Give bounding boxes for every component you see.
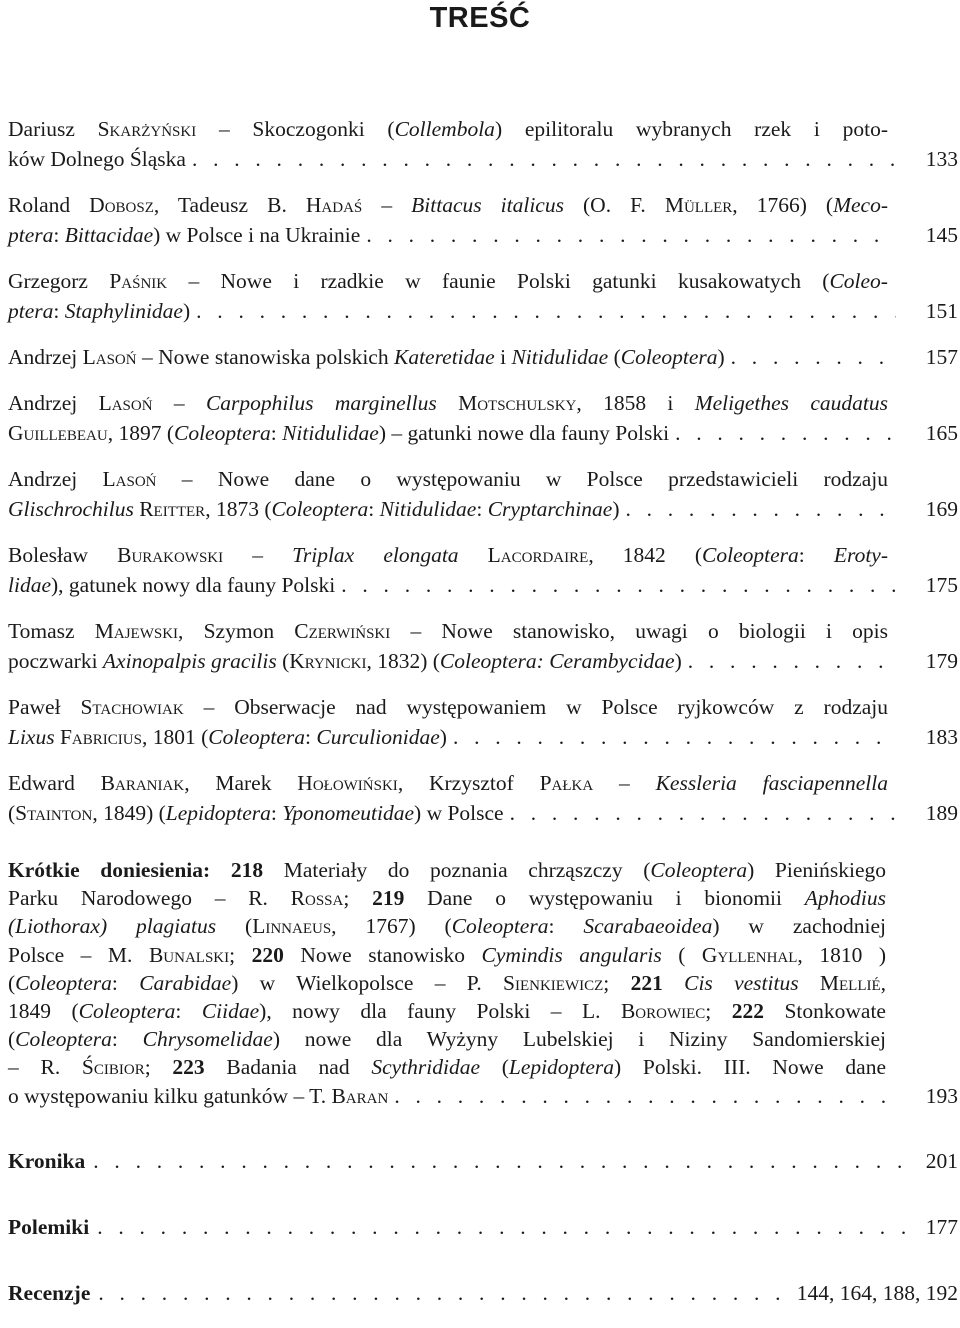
entry-line-1: Grzegorz Paśnik – Nowe i rzadkie w faunie Polski gatunki kusakowatych (Coleo- — [8, 269, 888, 293]
leader-dots — [89, 1212, 912, 1242]
page-title: TREŚĆ — [429, 2, 531, 34]
entry-line-2: lidae), gatunek nowy dla fauny Polski — [8, 573, 336, 597]
page-number: 183 — [925, 725, 958, 749]
entry-line-2: poczwarki Axinopalpis gracilis (Krynicki, 1832) (Coleoptera: Cerambycidae) — [8, 649, 682, 673]
leader-dots — [85, 1146, 911, 1176]
short-notes-line: (Coleoptera: Carabidae) w Wielkopolsce – P. Sienkiewicz; 221 Cis vestitus Mellié, — [8, 970, 887, 995]
toc-entry — [8, 464, 958, 524]
section-label: Kronika — [8, 1148, 86, 1173]
entry-line-1: Dariusz Skarżyński – Skoczogonki (Collembola) epilitoralu wybranych rzek i poto- — [8, 117, 888, 141]
page-number: 175 — [925, 573, 958, 597]
entry-line-2: ptera: Bittacidae) w Polsce i na Ukrainie — [8, 223, 361, 247]
toc-entry — [8, 616, 958, 676]
section-label: Recenzje — [8, 1280, 91, 1305]
page-number: 177 — [925, 1214, 958, 1239]
table-of-contents — [8, 114, 958, 1308]
toc-entry — [8, 342, 958, 372]
page-number: 169 — [925, 497, 958, 521]
page-number: 179 — [925, 649, 958, 673]
entry-line-1: Andrzej Lasoń – Nowe dane o występowaniu w Polsce przedstawicieli rodzaju — [8, 467, 888, 491]
entry-line-1: Tomasz Majewski, Szymon Czerwiński – Nowe stanowisko, uwagi o biologii i opis — [8, 619, 888, 643]
leader-dots — [725, 342, 896, 372]
short-notes-line: – R. Ścibior; 223 Badania nad Scythrididae (Lepidoptera) Polski. III. Nowe dane — [8, 1055, 886, 1080]
page-number: 145 — [925, 223, 958, 247]
entry-line-1: Edward Baraniak, Marek Hołowiński, Krzysztof Pałka – Kessleria fasciapennella — [8, 771, 888, 795]
entry-line-2: Andrzej Lasoń – Nowe stanowiska polskich Kateretidae i Nitidulidae (Coleoptera) — [8, 345, 725, 369]
short-notes-line: (Liothorax) plagiatus (Linnaeus, 1767) (Coleoptera: Scarabaeoidea) w zachodniej — [8, 914, 886, 939]
entry-line-2: Guillebeau, 1897 (Coleoptera: Nitidulidae) – gatunki nowe dla fauny Polski — [8, 421, 670, 445]
page-number: 151 — [925, 299, 958, 323]
entry-line-2: (Stainton, 1849) (Lepidoptera: Yponomeutidae) w Polsce — [8, 801, 504, 825]
short-notes-line: Parku Narodowego – R. Rossa; 219 Dane o występowaniu i bionomii Aphodius — [8, 886, 886, 911]
section-polemiki — [8, 1212, 958, 1242]
leader-dots — [190, 296, 896, 326]
leader-dots — [388, 1082, 896, 1110]
toc-entry — [8, 540, 958, 600]
leader-dots — [504, 798, 896, 828]
page-number: 193 — [925, 1083, 958, 1108]
section-recenzje — [8, 1278, 958, 1308]
leader-dots — [90, 1278, 782, 1308]
toc-entry — [8, 190, 958, 250]
leader-dots — [619, 494, 896, 524]
page-number: 144, 164, 188, 192 — [796, 1280, 958, 1305]
section-kronika — [8, 1146, 958, 1176]
entry-line-1: Andrzej Lasoń – Carpophilus marginellus Motschulsky, 1858 i Meligethes caudatus — [8, 391, 888, 415]
leader-dots — [186, 144, 896, 174]
entry-line-1: Roland Dobosz, Tadeusz B. Hadaś – Bittacus italicus (O. F. Müller, 1766) (Meco- — [8, 193, 888, 217]
toc-entry — [8, 768, 958, 828]
entry-line-2: ptera: Staphylinidae) — [8, 299, 191, 323]
short-notes — [8, 856, 958, 1110]
leader-dots — [669, 418, 896, 448]
page-number: 133 — [925, 147, 958, 171]
page-number: 189 — [925, 801, 958, 825]
leader-dots — [447, 722, 896, 752]
page-number: 201 — [925, 1148, 958, 1173]
entry-line-1: Paweł Stachowiak – Obserwacje nad występowaniem w Polsce ryjkowców z rodzaju — [8, 695, 889, 719]
short-notes-line: Polsce – M. Bunalski; 220 Nowe stanowisko Cymindis angularis ( Gyllenhal, 1810 ) — [8, 942, 886, 967]
leader-dots — [335, 570, 896, 600]
short-notes-line: Krótkie doniesienia: 218 Materiały do poznania chrząszczy (Coleoptera) Pienińskiego — [8, 858, 886, 882]
toc-entry — [8, 692, 958, 752]
page-number: 165 — [925, 421, 958, 445]
toc-entry — [8, 388, 958, 448]
leader-dots — [360, 220, 896, 250]
section-label: Polemiki — [8, 1214, 90, 1239]
short-notes-line: o występowaniu kilku gatunków – T. Baran — [8, 1083, 389, 1108]
toc-entry — [8, 266, 958, 326]
entry-line-1: Bolesław Burakowski – Triplax elongata Lacordaire, 1842 (Coleoptera: Eroty- — [8, 543, 889, 567]
toc-entry — [8, 114, 958, 174]
page-number: 157 — [925, 345, 958, 369]
entry-line-2: Lixus Fabricius, 1801 (Coleoptera: Curculionidae) — [8, 725, 447, 749]
short-notes-line: (Coleoptera: Chrysomelidae) nowe dla Wyżyny Lubelskiej i Niziny Sandomierskiej — [8, 1027, 886, 1052]
short-notes-line: 1849 (Coleoptera: Ciidae), nowy dla fauny Polski – L. Borowiec; 222 Stonkowate — [8, 999, 886, 1024]
leader-dots — [682, 646, 896, 676]
entry-line-2: Glischrochilus Reitter, 1873 (Coleoptera: Nitidulidae: Cryptarchinae) — [8, 497, 620, 521]
entry-line-2: ków Dolnego Śląska — [8, 147, 186, 171]
